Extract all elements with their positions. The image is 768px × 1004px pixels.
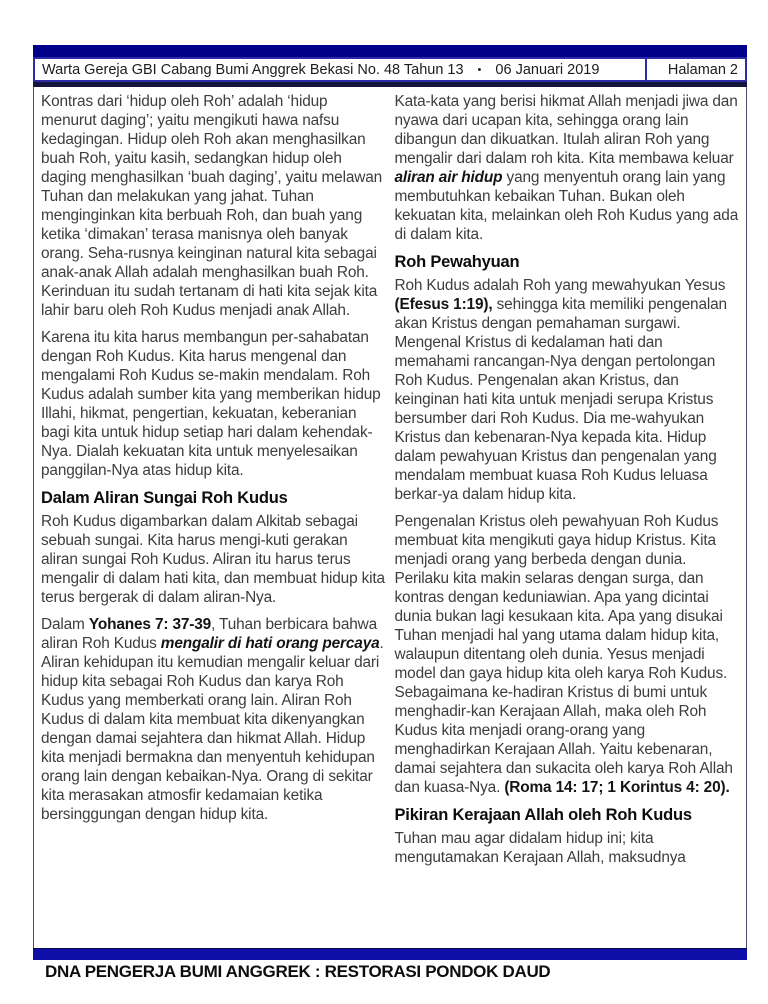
text-segment: Roh Kudus digambarkan dalam Alkitab sebagai sebuah sungai. Kita harus mengi-kuti gerakan aliran sungai Roh Kudus. Aliran itu harus terus mengalir di dalam hati kita, dan membuat hidup kita terus bergerak di dalam aliran-Nya. — [41, 513, 385, 606]
paragraph — [41, 512, 386, 607]
text-segment: (Roma 14: 17; 1 Korintus 4: 20). — [504, 779, 730, 796]
text-segment: Pengenalan Kristus oleh pewahyuan Roh Kudus membuat kita mengikuti gaya hidup Kristus. Kita menjadi orang yang berbeda dengan dunia. Perilaku kita makin selaras dengan surga, dan kontras dengan keduniawian. Apa yang dicintai dunia bukan lagi kesukaan kita. Apa yang disukai Tuhan menjadi hal yang utama dalam hidup kita, walaupun ditentang oleh dunia. Yesus menjadi model dan gaya hidup kita oleh karya Roh Kudus. Sebagaimana ke-hadiran Kristus di bumi untuk menghadir-kan Kerajaan Allah, maka oleh Roh Kudus kita menjadi orang-orang yang menghadirkan Kerajaan Allah. Yaitu kebenaran, damai sejahtera dan sukacita oleh karya Roh Allah dan kuasa-Nya. — [394, 513, 733, 796]
text-segment: sehingga kita memiliki pengenalan akan Kristus dengan pemahaman surgawi. Mengenal Kristus di kedalaman hati dan memahami rancangan-Nya dengan pertolongan Roh Kudus. Pengenalan akan Kristus, dan keinginan hati kita untuk menjadi serupa Kristus bersumber dari Roh Kudus. Dia me-wahyukan Kristus dan kebenaran-Nya kepada kita. Hidup dalam pewahyuan Kristus dan pengenalan yang mendalam membuat kuasa Roh Kudus leluasa berkar-ya dalam hidup kita. — [394, 296, 727, 503]
paragraph — [395, 276, 740, 504]
text-segment: Tuhan mau agar didalam hidup ini; kita mengutamakan Kerajaan Allah, maksudnya — [394, 830, 686, 866]
page-number-label: Halaman 2 — [667, 61, 738, 78]
right-column — [395, 92, 740, 948]
text-segment: . Aliran kehidupan itu kemudian mengalir keluar dari hidup kita sebagai Roh Kudus dan karya Roh Kudus yang memberkati orang lain. Aliran Roh Kudus di dalam kita membuat kita dikenyangkan dengan damai sejahtera dan hikmat Allah. Hidup kita menjadi bermakna dan menyentuh kehidupan orang lain dengan kebaikan-Nya. Orang di sekitar kita merasakan atmosfir kedamaian ketika bersinggungan dengan hidup kita. — [41, 635, 384, 823]
paragraph — [41, 615, 386, 824]
footer-motto: DNA PENGERJA BUMI ANGGREK : RESTORASI PONDOK DAUD — [45, 962, 551, 981]
paragraph — [395, 512, 740, 797]
text-segment: yang menyentuh orang lain yang membutuhkan kebaikan Tuhan. Bukan oleh kekuatan kita, melainkan oleh Roh Kudus yang ada di dalam kita. — [394, 169, 739, 243]
footer-accent-bar — [33, 948, 747, 960]
paragraph — [395, 92, 740, 244]
bullet-separator: • — [477, 63, 482, 76]
section-heading: Dalam Aliran Sungai Roh Kudus — [41, 489, 288, 507]
section-heading: Pikiran Kerajaan Allah oleh Roh Kudus — [394, 806, 692, 824]
text-segment: aliran air hidup — [394, 169, 503, 186]
text-segment: Kontras dari ‘hidup oleh Roh’ adalah ‘hidup menurut daging’; yaitu mengikuti hawa nafsu kedagingan. Hidup oleh Roh akan menghasilkan buah Roh, yaitu kasih, sedangkan hidup oleh daging menghasilkan ‘buah daging’, yaitu melawan Tuhan dan melakukan yang jahat. Tuhan menginginkan kita berbuah Roh, dan buah yang ketika ‘dimakan’ terasa manisnya oleh banyak orang. Seha-rusnya keinginan natural kita sebagai anak-anak Allah adalah menghasilkan buah Roh. Kerinduan itu sudah tertanam di hati kita sejak kita lahir baru oleh Roh Kudus menjadi anak Allah. — [41, 93, 383, 319]
text-segment: Yohanes 7: 37-39 — [88, 616, 212, 633]
text-segment: mengalir di hati orang percaya — [160, 635, 380, 652]
text-segment: , Tuhan berbicara bahwa aliran Roh Kudus — [41, 616, 378, 652]
text-segment: Roh Kudus adalah Roh yang mewahyukan Yesus — [394, 277, 726, 294]
text-segment: Karena itu kita harus membangun per-sahabatan dengan Roh Kudus. Kita harus mengenal dan mengalami Roh Kudus se-makin mendalam. Roh Kudus adalah sumber kita yang memberikan hidup Illahi, hikmat, pengertian, kekuatan, keberanian bagi kita untuk hidup setiap hari dalam kehendak-Nya. Dialah kekuatan kita untuk menyelesaikan panggilan-Nya atas hidup kita. — [41, 329, 381, 479]
text-segment: Dalam — [41, 616, 89, 633]
text-segment: (Efesus 1:19), — [394, 296, 493, 313]
masthead — [33, 57, 747, 82]
section-heading: Roh Pewahyuan — [394, 253, 520, 271]
paragraph — [41, 92, 386, 320]
left-column — [41, 92, 386, 948]
text-segment: Kata-kata yang berisi hikmat Allah menjadi jiwa dan nyawa dari ucapan kita, sehingga orang lain dibangun dan dikuatkan. Itulah aliran Roh yang mengalir dari dalam roh kita. Kita membawa keluar — [394, 93, 738, 167]
newsletter-title: Warta Gereja GBI Cabang Bumi Anggrek Bekasi No. 48 Tahun 13 — [42, 61, 464, 78]
page-number-cell — [645, 59, 745, 80]
issue-date: 06 Januari 2019 — [495, 61, 600, 78]
paragraph — [41, 328, 386, 480]
masthead-title-group — [35, 62, 645, 78]
paragraph — [395, 829, 740, 867]
article-body — [33, 87, 747, 948]
top-accent-bar — [33, 45, 747, 57]
